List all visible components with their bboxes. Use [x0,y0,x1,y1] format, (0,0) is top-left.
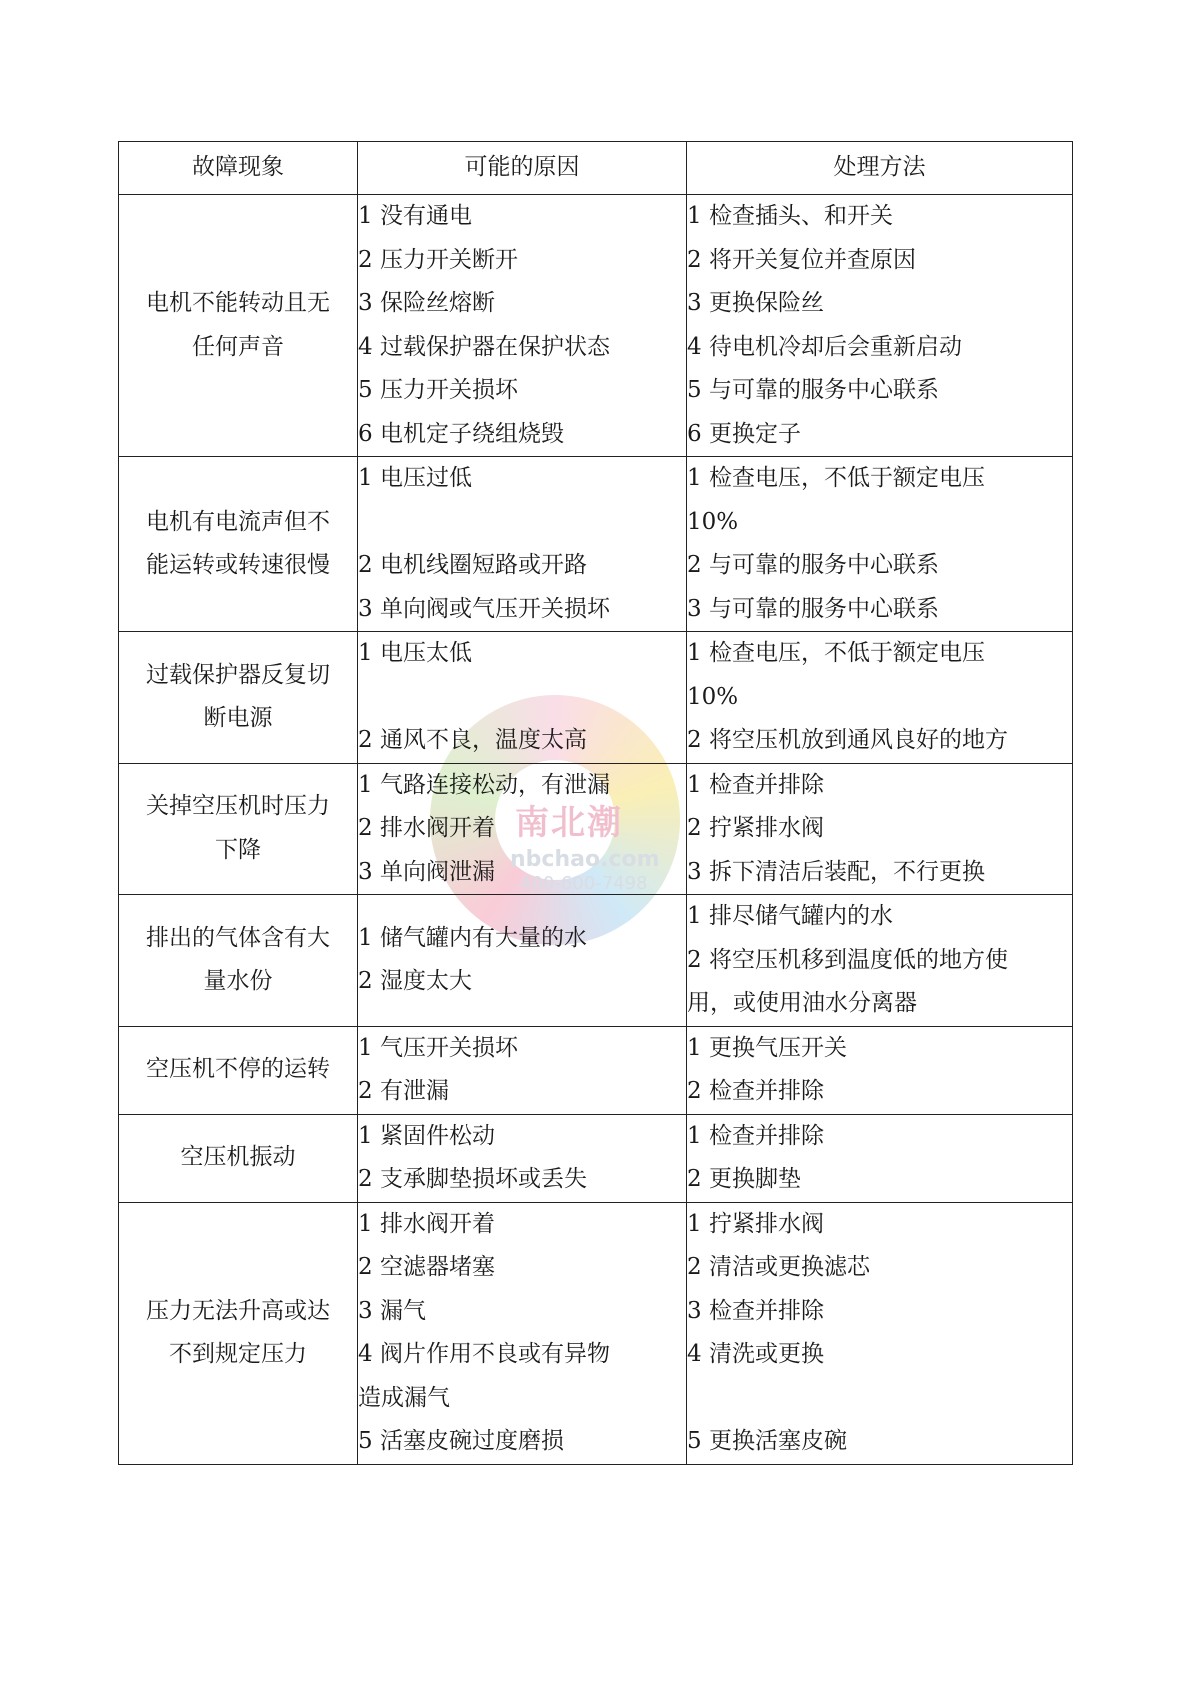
symptom-cell: 电机有电流声但不 能运转或转速很慢 [119,457,358,632]
table-row [119,1026,1073,1114]
symptom-cell: 关掉空压机时压力 下降 [119,763,358,895]
remedy-cell: 1 检查电压，不低于额定电压 10% 2 将空压机放到通风良好的地方 [687,632,1073,764]
table-row [119,895,1073,1027]
remedy-cell: 1 检查并排除 2 更换脚垫 [687,1114,1073,1202]
table-row [119,1202,1073,1464]
cause-cell: 1 没有通电 2 压力开关断开 3 保险丝熔断 4 过载保护器在保护状态 5 压力开关损坏 6 电机定子绕组烧毁 [358,195,687,457]
watermark-brand: 南北潮 [515,803,623,843]
cause-cell: 1 电压太低 2 通风不良，温度太高 [358,632,687,764]
remedy-cell: 1 检查插头、和开关 2 将开关复位并查原因 3 更换保险丝 4 待电机冷却后会重新启动 5 与可靠的服务中心联系 6 更换定子 [687,195,1073,457]
troubleshooting-table [118,141,1073,1465]
table-row [119,632,1073,764]
table-row [119,1114,1073,1202]
symptom-cell: 过载保护器反复切 断电源 [119,632,358,764]
remedy-cell: 1 拧紧排水阀 2 清洁或更换滤芯 3 检查并排除 4 清洗或更换 5 更换活塞皮碗 [687,1202,1073,1464]
cause-cell: 1 气路连接松动，有泄漏 2 排水阀开着 3 单向阀泄漏 [358,763,687,895]
cause-cell: 1 紧固件松动 2 支承脚垫损坏或丢失 [358,1114,687,1202]
cause-cell: 1 排水阀开着 2 空滤器堵塞 3 漏气 4 阀片作用不良或有异物 造成漏气 5 活塞皮碗过度磨损 [358,1202,687,1464]
remedy-cell: 1 更换气压开关 2 检查并排除 [687,1026,1073,1114]
cause-cell: 1 电压过低 2 电机线圈短路或开路 3 单向阀或气压开关损坏 [358,457,687,632]
remedy-cell: 1 检查并排除 2 拧紧排水阀 3 拆下清洁后装配，不行更换 [687,763,1073,895]
cause-cell: 1 气压开关损坏 2 有泄漏 [358,1026,687,1114]
symptom-cell: 排出的气体含有大 量水份 [119,895,358,1027]
watermark-site: nbchao.com [510,847,660,872]
table-row [119,763,1073,895]
symptom-cell: 电机不能转动且无 任何声音 [119,195,358,457]
symptom-cell: 压力无法升高或达 不到规定压力 [119,1202,358,1464]
cause-cell: 1 储气罐内有大量的水 2 湿度太大 [358,895,687,1027]
watermark-phone: 400-600-7498 [520,873,648,894]
table-row [119,457,1073,632]
header-symptom: 故障现象 [119,142,358,195]
remedy-cell: 1 排尽储气罐内的水 2 将空压机移到温度低的地方使 用，或使用油水分离器 [687,895,1073,1027]
table-row [119,195,1073,457]
remedy-cell: 1 检查电压，不低于额定电压 10% 2 与可靠的服务中心联系 3 与可靠的服务中心联系 [687,457,1073,632]
header-cause: 可能的原因 [358,142,687,195]
header-remedy: 处理方法 [687,142,1073,195]
symptom-cell: 空压机不停的运转 [119,1026,358,1114]
symptom-cell: 空压机振动 [119,1114,358,1202]
table-header-row [119,142,1073,195]
